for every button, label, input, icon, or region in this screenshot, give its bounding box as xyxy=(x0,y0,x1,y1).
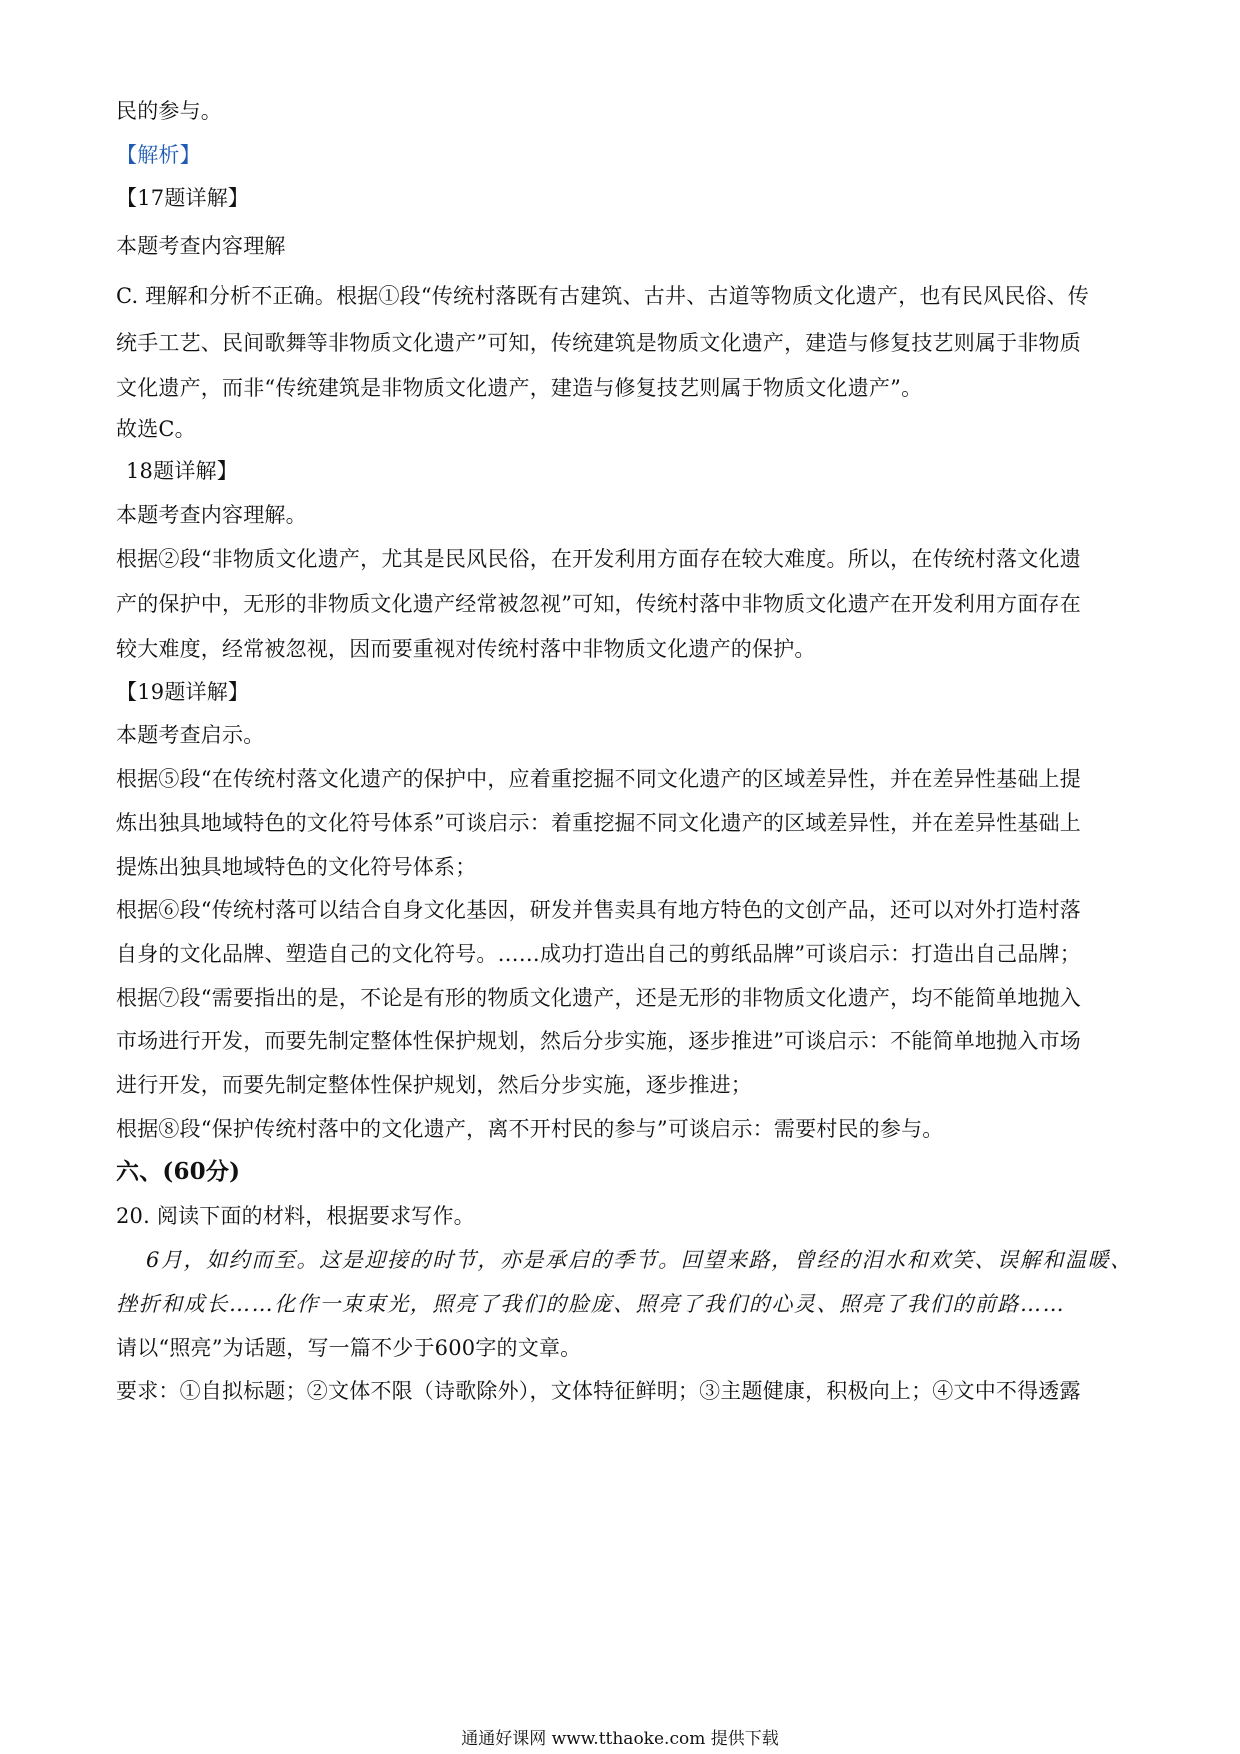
text-line: 进行开发，而要先制定整体性保护规划，然后分步实施，逐步推进； xyxy=(116,1073,752,1097)
question-17-heading: 【17题详解】 xyxy=(116,186,250,210)
text-line: 文化遗产，而非“传统建筑是非物质文化遗产，建造与修复技艺则属于物质文化遗产”。 xyxy=(116,376,923,400)
question-20-prompt: 20. 阅读下面的材料，根据要求写作。 xyxy=(116,1204,475,1228)
text-line: 本题考查启示。 xyxy=(116,723,265,747)
text-line: 根据⑥段“传统村落可以结合自身文化基因，研发并售卖具有地方特色的文创产品，还可以对外打造村落 xyxy=(116,898,1081,922)
text-line: 炼出独具地域特色的文化符号体系”可谈启示：着重挖掘不同文化遗产的区域差异性，并在差异性基础上 xyxy=(116,811,1081,835)
text-line: 本题考查内容理解。 xyxy=(116,503,307,527)
text-line: 统手工艺、民间歌舞等非物质文化遗产”可知，传统建筑是物质文化遗产，建造与修复技艺则属于非物质 xyxy=(116,331,1081,355)
text-line: 自身的文化品牌、塑造自己的文化符号。……成功打造出自己的剪纸品牌”可谈启示：打造出自己品牌； xyxy=(116,942,1081,966)
section-six-heading: 六、(60分) xyxy=(116,1158,241,1185)
text-line: 根据⑦段“需要指出的是，不论是有形的物质文化遗产，还是无形的非物质文化遗产，均不能简单地抛入 xyxy=(116,986,1081,1010)
text-line: 根据②段“非物质文化遗产，尤其是民风民俗，在开发利用方面存在较大难度。所以，在传统村落文化遗 xyxy=(116,547,1081,571)
text-line: 提炼出独具地域特色的文化符号体系； xyxy=(116,855,477,879)
topic-line: 请以“照亮”为话题，写一篇不少于600字的文章。 xyxy=(116,1336,582,1360)
text-line: 本题考查内容理解 xyxy=(116,234,286,258)
text-line: 民的参与。 xyxy=(116,99,222,123)
material-line: 6月，如约而至。这是迎接的时节，亦是承启的季节。回望来路，曾经的泪水和欢笑、误解和温暖、 xyxy=(146,1248,1133,1272)
text-line: 市场进行开发，而要先制定整体性保护规划，然后分步实施，逐步推进”可谈启示：不能简单地抛入市场 xyxy=(116,1029,1081,1053)
text-line: 根据⑤段“在传统村落文化遗产的保护中，应着重挖掘不同文化遗产的区域差异性，并在差异性基础上提 xyxy=(116,767,1081,791)
question-18-heading: 18题详解】 xyxy=(126,459,238,483)
text-line: 较大难度，经常被忽视，因而要重视对传统村落中非物质文化遗产的保护。 xyxy=(116,637,816,661)
analysis-heading: 【解析】 xyxy=(116,143,201,167)
question-19-heading: 【19题详解】 xyxy=(116,680,250,704)
footer-source: 通通好课网 www.tthaoke.com 提供下载 xyxy=(461,1729,779,1749)
material-line: 挫折和成长……化作一束束光，照亮了我们的脸庞、照亮了我们的心灵、照亮了我们的前路…… xyxy=(116,1292,1066,1316)
text-line: 产的保护中，无形的非物质文化遗产经常被忽视”可知，传统村落中非物质文化遗产在开发利用方面存在 xyxy=(116,592,1081,616)
text-line: 根据⑧段“保护传统村落中的文化遗产，离不开村民的参与”可谈启示：需要村民的参与。 xyxy=(116,1117,944,1141)
requirements-line: 要求：①自拟标题；②文体不限（诗歌除外），文体特征鲜明；③主题健康，积极向上；④文中不得透露 xyxy=(116,1379,1081,1403)
text-line: C. 理解和分析不正确。根据①段“传统村落既有古建筑、古井、古道等物质文化遗产，也有民风民俗、传 xyxy=(116,284,1090,308)
answer-line: 故选C。 xyxy=(116,417,196,441)
